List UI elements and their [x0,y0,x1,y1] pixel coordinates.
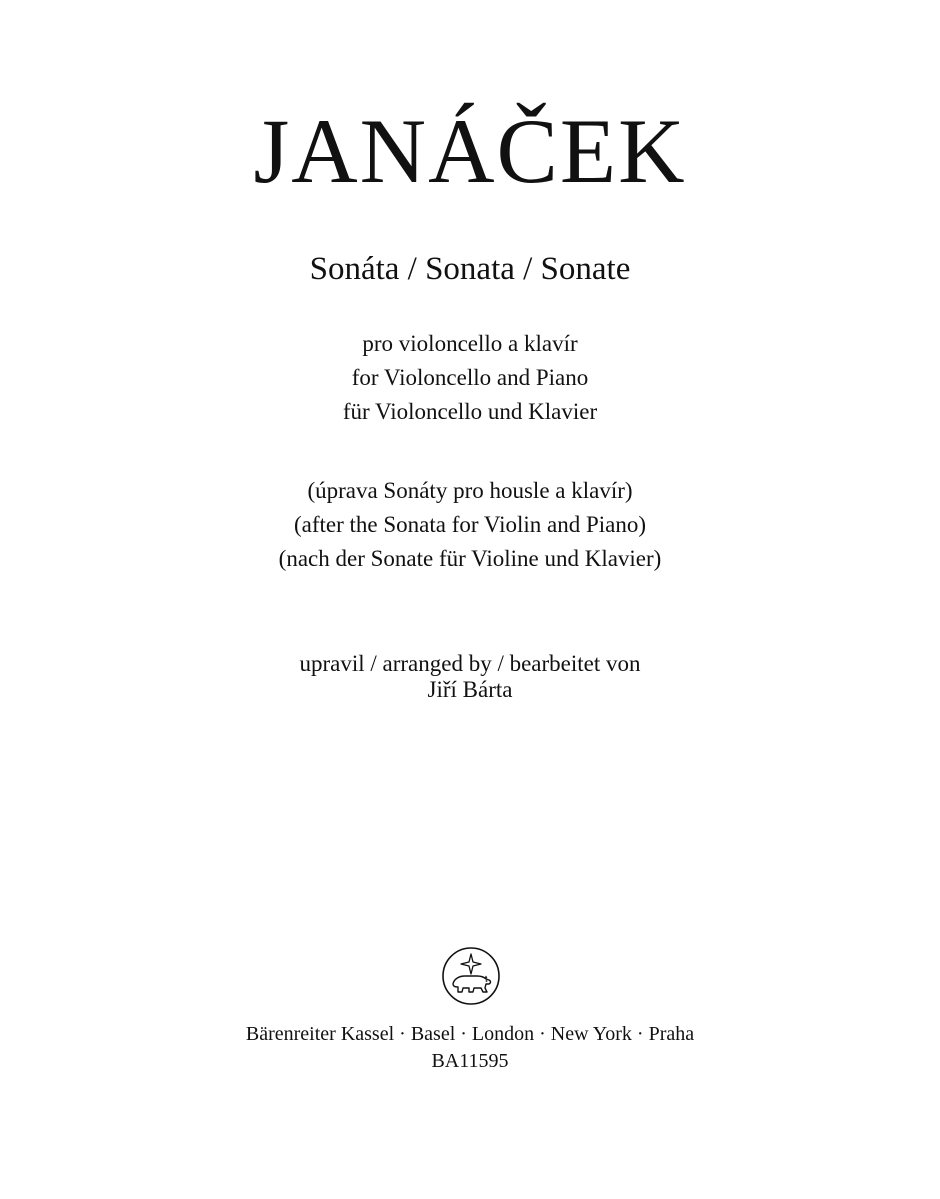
publisher-cities: Bärenreiter Kassel · Basel · London · New York · Praha [245,1023,695,1045]
arranger-name: Jiří Bárta [427,677,513,702]
instrumentation-english: for Violoncello and Piano [351,365,589,390]
instrumentation-czech: pro violoncello a klavír [362,331,578,356]
composer-name: JANÁČEK [253,100,687,202]
instrumentation-german: für Violoncello und Klavier [342,399,598,424]
arranger-label: upravil / arranged by / bearbeitet von [299,651,641,676]
catalog-number: BA11595 [431,1050,509,1072]
source-note-english: (after the Sonata for Violin and Piano) [293,512,647,537]
source-note-german: (nach der Sonate für Violine und Klavier) [278,546,662,571]
work-title: Sonáta / Sonata / Sonate [309,251,631,287]
source-note-czech: (úprava Sonáty pro housle a klavír) [307,478,633,503]
baerenreiter-bear-star-logo-icon [441,944,501,1008]
